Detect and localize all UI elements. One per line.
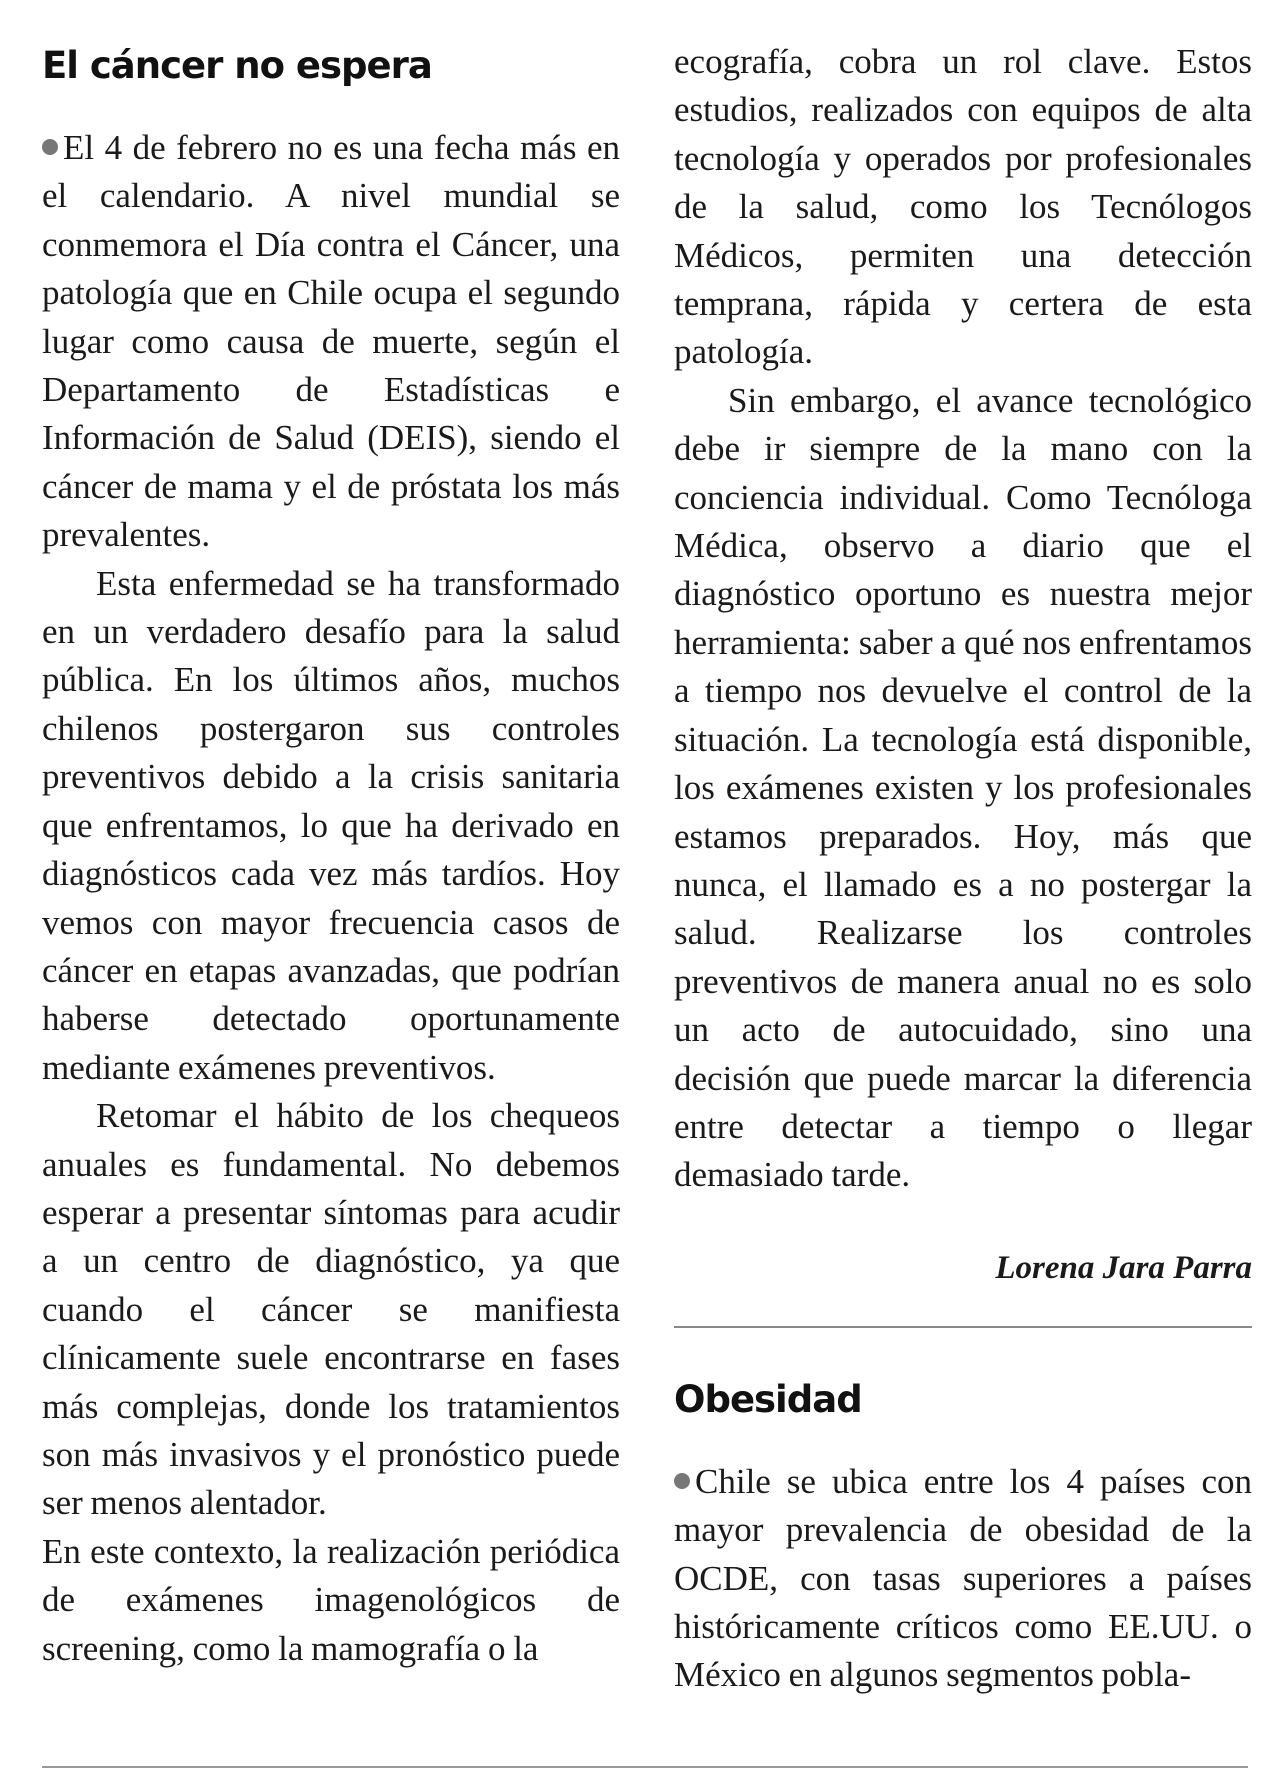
left-column: [42, 38, 620, 1673]
article-paragraph-4-continued: ecografía, cobra un rol clave. Estos estudios, realizados con equipos de alta tecnología y operados por profesionales de la salud, como los Tecnólogos Médicos, permiten una detección temprana, rápida y certera de esta patología.: [674, 42, 1252, 372]
article-title-obesidad: Obesidad: [674, 1377, 862, 1421]
article-paragraph-1: [42, 124, 620, 560]
bottom-divider: [42, 1766, 1248, 1768]
paragraph-text: Chile se ubica entre los 4 países con mayor prevalencia de obesidad de la OCDE, con tasas superiores a países históricamente críticos como EE.UU. o México en algunos segmentos pobla-: [674, 1461, 1252, 1695]
article-paragraph-3: Retomar el hábito de los chequeos anuales es fundamental. No debemos esperar a presentar síntomas para acudir a un centro de diagnóstico, ya que cuando el cáncer se manifiesta clínicamente suele encontrarse en fases más complejas, donde los tratamientos son más invasivos y el pronóstico puede ser menos alentador.: [42, 1096, 620, 1523]
article-title-cancer: El cáncer no espera: [42, 44, 432, 87]
article-paragraph-4: En este contexto, la realización periódica de exámenes imagenológicos de screening, como la mamografía o la: [42, 1531, 620, 1668]
section-divider: [674, 1326, 1252, 1328]
author-byline: Lorena Jara Parra: [995, 1249, 1252, 1286]
right-column: [674, 38, 1252, 1700]
article-paragraph-2: Esta enfermedad se ha transformado en un verdadero desafío para la salud pública. En los últimos años, muchos chilenos postergaron sus controles preventivos debido a la crisis sanitaria que enfrentamos, lo que ha derivado en diagnósticos cada vez más tardíos. Hoy vemos con mayor frecuencia casos de cáncer en etapas avanzadas, que podrían haberse detectado oportunamente mediante exámenes preventivos.: [42, 563, 620, 1087]
bullet-icon: [42, 139, 58, 155]
obesidad-paragraph-1: [674, 1458, 1252, 1700]
article-paragraph-5: Sin embargo, el avance tecnológico debe ir siempre de la mano con la conciencia individual. Como Tecnóloga Médica, observo a diario que el diagnóstico oportuno es nuestra mejor herramienta: saber a qué nos enfrentamos a tiempo nos devuelve el control de la situación. La tecnología está disponible, los exámenes existen y los profesionales estamos preparados. Hoy, más que nunca, el llamado es a no postergar la salud. Realizarse los controles preventivos de manera anual no es solo un acto de autocuidado, sino una decisión que puede marcar la diferencia entre detectar a tiempo o llegar demasiado tarde.: [674, 380, 1252, 1195]
bullet-icon: [674, 1473, 690, 1489]
paragraph-text: El 4 de febrero no es una fecha más en el calendario. A nivel mundial se conmemora el Día contra el Cáncer, una patología que en Chile ocupa el segundo lugar como causa de muerte, según el Departamento de Estadísticas e Información de Salud (DEIS), siendo el cáncer de mama y el de próstata los más prevalentes.: [42, 128, 620, 555]
